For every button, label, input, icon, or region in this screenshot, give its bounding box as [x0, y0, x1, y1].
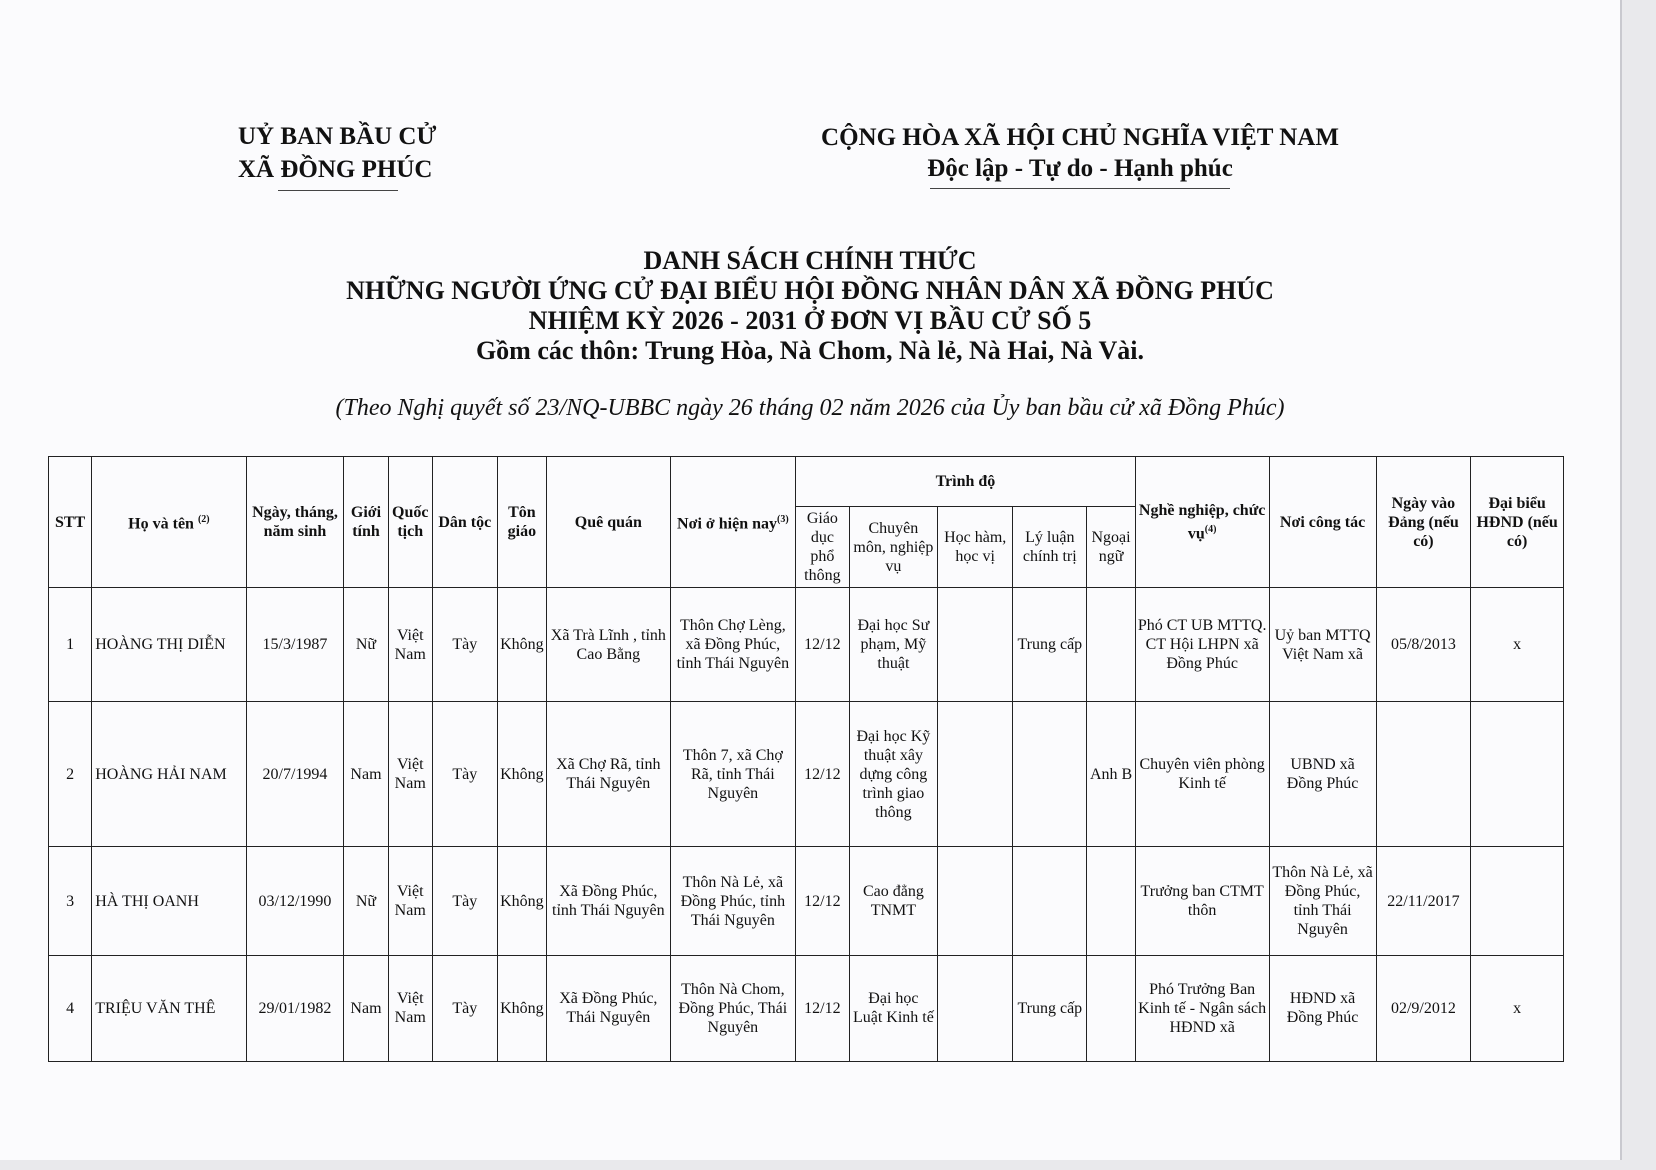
cell-dob: 15/3/1987	[246, 588, 344, 702]
cell-religion: Không	[497, 847, 546, 955]
header-occupation-label: Nghề nghiệp, chức vụ	[1138, 501, 1266, 543]
cell-degree	[938, 955, 1013, 1061]
header-name-label: Họ và tên	[128, 515, 194, 533]
cell-language	[1087, 955, 1135, 1061]
header-residence-note: (3)	[777, 514, 789, 526]
cell-political	[1013, 702, 1087, 847]
national-motto: Độc lập - Tự do - Hạnh phúc	[927, 155, 1233, 182]
cell-political	[1013, 847, 1087, 955]
cell-stt: 1	[49, 588, 92, 702]
cell-political: Trung cấp	[1013, 955, 1087, 1061]
table-row	[49, 588, 1564, 702]
header-general-edu: Giáo dục phổ thông	[796, 507, 850, 588]
header-occupation-note: (4)	[1204, 523, 1217, 535]
motto-underline	[930, 188, 1230, 189]
cell-workplace: Thôn Nà Lẻ, xã Đồng Phúc, tỉnh Thái Nguyên	[1269, 847, 1376, 955]
header-delegate: Đại biểu HĐND (nếu có)	[1471, 457, 1564, 588]
cell-language	[1087, 847, 1135, 955]
cell-gender: Nam	[344, 702, 388, 847]
header-political: Lý luận chính trị	[1013, 507, 1087, 588]
cell-delegate	[1471, 702, 1564, 847]
candidate-table	[48, 456, 1564, 1062]
cell-degree	[938, 588, 1013, 702]
table-row	[49, 847, 1564, 955]
cell-name: HOÀNG THỊ DIỄN	[92, 588, 246, 702]
cell-name: TRIỆU VĂN THÊ	[92, 955, 246, 1061]
cell-residence: Thôn Chợ Lèng, xã Đồng Phúc, tỉnh Thái Nguyên	[670, 588, 796, 702]
header-stt: STT	[49, 457, 92, 588]
cell-general-edu: 12/12	[796, 702, 850, 847]
header-workplace: Nơi công tác	[1269, 457, 1376, 588]
cell-gender: Nam	[344, 955, 388, 1061]
cell-general-edu: 12/12	[796, 847, 850, 955]
cell-hometown: Xã Trà Lĩnh , tỉnh Cao Bằng	[547, 588, 671, 702]
header-education: Trình độ	[796, 457, 1136, 507]
cell-occupation: Trưởng ban CTMT thôn	[1135, 847, 1269, 955]
title-line-4: Gồm các thôn: Trung Hòa, Nà Chom, Nà lẻ, Nà Hai, Nà Vài.	[475, 336, 1145, 365]
cell-party-date: 05/8/2013	[1376, 588, 1471, 702]
cell-stt: 2	[49, 702, 92, 847]
cell-general-edu: 12/12	[796, 955, 850, 1061]
document-title	[250, 246, 1370, 366]
table-row	[49, 702, 1564, 847]
cell-specialty: Đại học Sư phạm, Mỹ thuật	[849, 588, 938, 702]
cell-delegate: x	[1471, 588, 1564, 702]
national-heading	[800, 122, 1360, 184]
issuing-organization	[238, 120, 478, 186]
cell-hometown: Xã Chợ Rã, tỉnh Thái Nguyên	[547, 702, 671, 847]
cell-stt: 3	[49, 847, 92, 955]
cell-nationality: Việt Nam	[388, 955, 432, 1061]
cell-workplace: Uỷ ban MTTQ Việt Nam xã	[1269, 588, 1376, 702]
cell-hometown: Xã Đồng Phúc, Thái Nguyên	[547, 955, 671, 1061]
cell-party-date: 02/9/2012	[1376, 955, 1471, 1061]
cell-party-date: 22/11/2017	[1376, 847, 1471, 955]
header-name	[92, 457, 246, 588]
cell-dob: 03/12/1990	[246, 847, 344, 955]
cell-specialty: Cao đẳng TNMT	[849, 847, 938, 955]
header-language: Ngoại ngữ	[1087, 507, 1135, 588]
cell-specialty: Đại học Luật Kinh tế	[849, 955, 938, 1061]
table-row	[49, 955, 1564, 1061]
cell-residence: Thôn 7, xã Chợ Rã, tỉnh Thái Nguyên	[670, 702, 796, 847]
header-gender: Giới tính	[344, 457, 388, 588]
cell-residence: Thôn Nà Chom, Đồng Phúc, Thái Nguyên	[670, 955, 796, 1061]
cell-degree	[938, 702, 1013, 847]
cell-ethnicity: Tày	[432, 588, 497, 702]
cell-dob: 20/7/1994	[246, 702, 344, 847]
cell-stt: 4	[49, 955, 92, 1061]
cell-specialty: Đại học Kỹ thuật xây dựng công trình giao thông	[849, 702, 938, 847]
header-hometown: Quê quán	[547, 457, 671, 588]
cell-workplace: UBND xã Đồng Phúc	[1269, 702, 1376, 847]
org-line-1: UỶ BAN BẦU CỬ	[238, 123, 437, 150]
cell-dob: 29/01/1982	[246, 955, 344, 1061]
cell-religion: Không	[497, 702, 546, 847]
cell-political: Trung cấp	[1013, 588, 1087, 702]
cell-language: Anh B	[1087, 702, 1135, 847]
country-name: CỘNG HÒA XÃ HỘI CHỦ NGHĨA VIỆT NAM	[821, 124, 1339, 151]
cell-religion: Không	[497, 588, 546, 702]
cell-delegate	[1471, 847, 1564, 955]
header-ethnicity: Dân tộc	[432, 457, 497, 588]
cell-degree	[938, 847, 1013, 955]
cell-ethnicity: Tày	[432, 955, 497, 1061]
cell-workplace: HĐND xã Đồng Phúc	[1269, 955, 1376, 1061]
cell-nationality: Việt Nam	[388, 847, 432, 955]
cell-ethnicity: Tày	[432, 847, 497, 955]
cell-name: HÀ THỊ OANH	[92, 847, 246, 955]
cell-gender: Nữ	[344, 847, 388, 955]
cell-nationality: Việt Nam	[388, 702, 432, 847]
cell-name: HOÀNG HẢI NAM	[92, 702, 246, 847]
cell-ethnicity: Tày	[432, 702, 497, 847]
org-underline	[278, 190, 398, 191]
cell-language	[1087, 588, 1135, 702]
header-name-note: (2)	[197, 514, 210, 526]
cell-occupation: Phó CT UB MTTQ. CT Hội LHPN xã Đồng Phúc	[1135, 588, 1269, 702]
cell-gender: Nữ	[344, 588, 388, 702]
page-edge	[1620, 0, 1622, 1160]
cell-delegate: x	[1471, 955, 1564, 1061]
header-party-date: Ngày vào Đảng (nếu có)	[1376, 457, 1471, 588]
title-line-2: NHỮNG NGƯỜI ỨNG CỬ ĐẠI BIỂU HỘI ĐỒNG NHÂN DÂN XÃ ĐỒNG PHÚC	[346, 276, 1274, 305]
header-religion: Tôn giáo	[497, 457, 546, 588]
cell-party-date	[1376, 702, 1471, 847]
header-dob: Ngày, tháng, năm sinh	[246, 457, 344, 588]
cell-hometown: Xã Đồng Phúc, tỉnh Thái Nguyên	[547, 847, 671, 955]
header-residence	[670, 457, 796, 588]
title-line-1: DANH SÁCH CHÍNH THỨC	[643, 246, 977, 275]
cell-occupation: Chuyên viên phòng Kinh tế	[1135, 702, 1269, 847]
header-degree: Học hàm, học vị	[938, 507, 1013, 588]
cell-religion: Không	[497, 955, 546, 1061]
header-occupation	[1135, 457, 1269, 588]
header-specialty: Chuyên môn, nghiệp vụ	[849, 507, 938, 588]
cell-general-edu: 12/12	[796, 588, 850, 702]
header-residence-label: Nơi ở hiện nay	[677, 515, 777, 533]
cell-nationality: Việt Nam	[388, 588, 432, 702]
org-line-2: XÃ ĐỒNG PHÚC	[238, 156, 433, 183]
decision-reference: (Theo Nghị quyết số 23/NQ-UBBC ngày 26 tháng 02 năm 2026 của Ủy ban bầu cử xã Đồng Phúc)	[335, 395, 1285, 421]
title-line-3: NHIỆM KỲ 2026 - 2031 Ở ĐƠN VỊ BẦU CỬ SỐ 5	[528, 306, 1092, 335]
header-nationality: Quốc tịch	[388, 457, 432, 588]
cell-occupation: Phó Trưởng Ban Kinh tế - Ngân sách HĐND xã	[1135, 955, 1269, 1061]
cell-residence: Thôn Nà Lẻ, xã Đồng Phúc, tỉnh Thái Nguyên	[670, 847, 796, 955]
